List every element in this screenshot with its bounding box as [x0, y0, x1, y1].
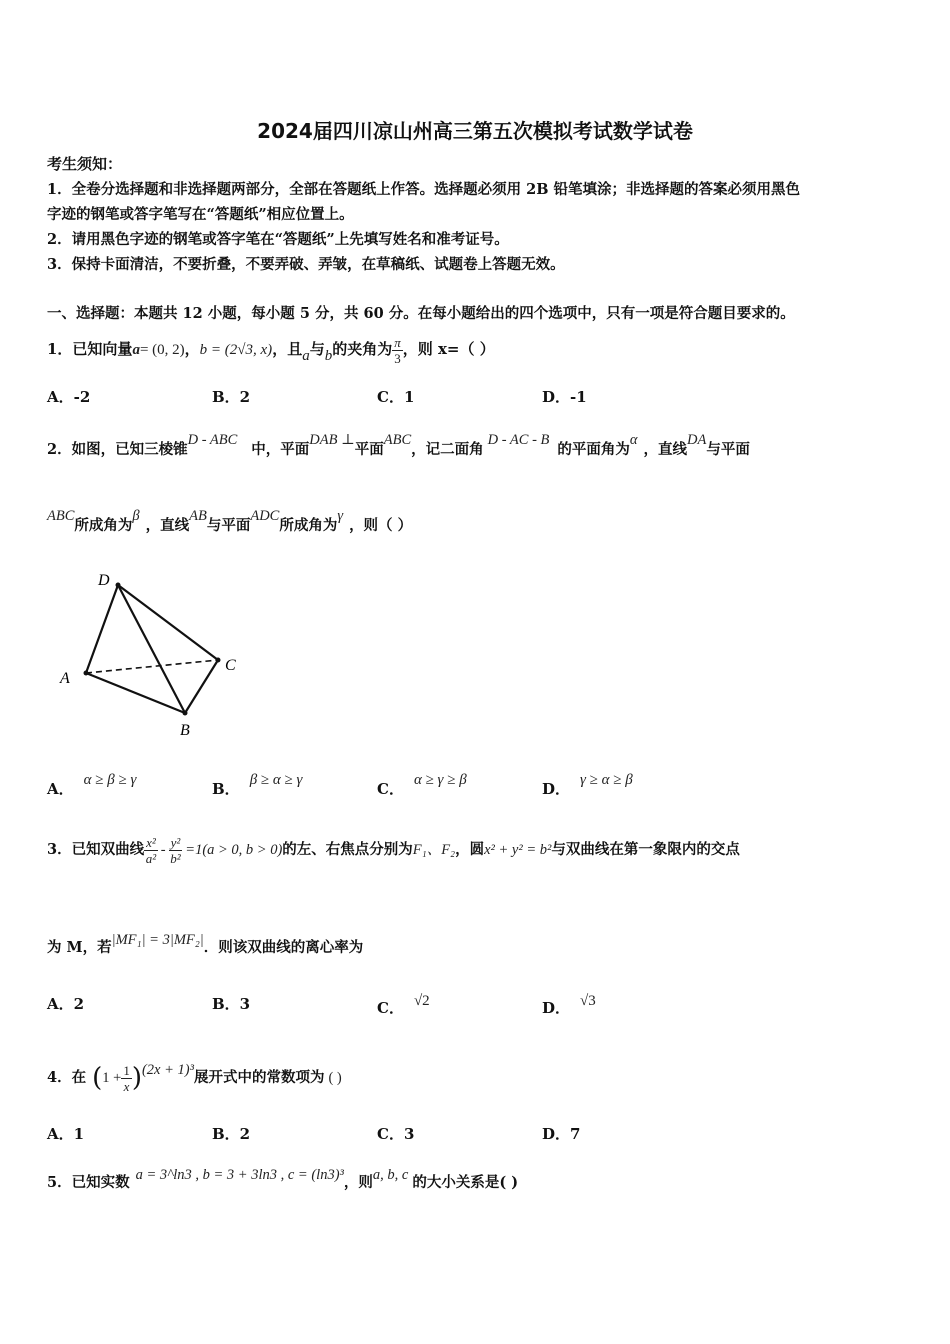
q3-y2: y² [170, 834, 181, 850]
edge-ac-hidden [86, 660, 218, 673]
q2-option-b-expr: β ≥ α ≥ γ [249, 772, 303, 788]
q2-option-a[interactable] [47, 760, 136, 809]
q5-text-2: ，则 [343, 1174, 373, 1191]
notice-heading: 考生须知： [47, 155, 123, 173]
page-title: 2024届四川凉山州高三第五次模拟考试数学试卷 [257, 119, 693, 143]
question-4: 4．在 (1 + $\frac{1}{x}$ )(2x + 1)³展开式中的常数项为 ( ) [47, 1062, 342, 1094]
q2-option-d-label: D． [542, 780, 571, 798]
label-c: C [225, 657, 236, 674]
q3-b2: b² [170, 850, 181, 866]
q3-text-2: 的左、右焦点分别为 [282, 841, 413, 858]
q5-text-3: 的大小关系是( ) [412, 1174, 519, 1191]
q4-numerator: 1 [123, 1062, 130, 1078]
q3-text-4: 与双曲线在第一象限内的交点 [551, 841, 740, 858]
q2-text-4: ，记二面角 [411, 441, 484, 458]
q2-text-1: 2．如图，已知三棱锥 [47, 441, 188, 458]
vertex-d [116, 583, 121, 588]
q2-plane-dab: DAB ⊥ [309, 432, 355, 448]
q3-option-d-expr: √3 [580, 993, 596, 1009]
q2-line-ab: AB [189, 508, 207, 524]
q2-alpha: α [629, 432, 638, 448]
label-b: B [180, 722, 190, 739]
notice-line-1b: 字迹的钢笔或答字笔写在“答题纸”相应位置上。 [47, 206, 354, 223]
q3-text-5: 为 M，若 [47, 939, 112, 956]
q1-vector-b-value: b = (2√3, x) [199, 342, 273, 358]
q1-var-a: a [302, 348, 310, 364]
q3-fraction-y [169, 836, 183, 865]
q4-one-plus: 1 + [102, 1070, 122, 1086]
q2-text-9: ，直线 [145, 517, 190, 534]
q3-distance-condition: |MF₁| = 3|MF₂| [111, 932, 204, 948]
q3-option-d[interactable] [542, 983, 596, 1026]
q2-text-2: 中，平面 [251, 441, 310, 458]
question-3-line-1 [47, 825, 740, 875]
q2-option-b-label: B． [212, 780, 240, 798]
q2-text-5: 的平面角为 [557, 441, 630, 458]
q3-option-c-expr: √2 [413, 993, 430, 1009]
q3-circle: x² + y² = b² [484, 842, 552, 858]
q1-angle-numerator: π [394, 334, 401, 350]
q2-text-8: 所成角为 [74, 517, 133, 534]
q3-text-1: 3．已知双曲线 [47, 841, 145, 858]
q2-option-a-label: A． [47, 780, 74, 798]
q4-text-1: 4．在 [47, 1069, 87, 1086]
q3-option-c-label: C． [377, 999, 404, 1017]
q1-text-6: ，则 x=（ ） [402, 340, 495, 358]
q2-option-c-label: C． [377, 780, 404, 798]
q2-text-6: ，直线 [643, 441, 688, 458]
q4-binomial: (2x + 1)³ [141, 1062, 194, 1078]
q1-text-1: 1．已知向量 [47, 340, 133, 358]
q3-option-a[interactable]: A．2 [47, 995, 85, 1013]
q2-pyramid-figure [50, 565, 260, 745]
q4-blank: ( ) [328, 1070, 342, 1086]
q5-variables: a, b, c [372, 1167, 409, 1183]
edge-dc [118, 585, 218, 660]
q2-option-c[interactable] [377, 760, 467, 809]
question-1 [47, 334, 495, 371]
q1-option-d[interactable]: D．-1 [542, 388, 587, 406]
q2-option-d[interactable] [542, 760, 633, 809]
q2-option-b[interactable] [212, 760, 302, 809]
q3-option-d-label: D． [542, 999, 571, 1017]
edge-db [118, 585, 185, 713]
vertex-a [84, 671, 89, 676]
q2-text-7: 与平面 [706, 441, 750, 458]
question-2-line-1 [47, 420, 750, 470]
edge-ab [86, 673, 185, 713]
q4-fraction [121, 1064, 132, 1093]
q4-option-d[interactable]: D．7 [542, 1125, 581, 1143]
q3-x2: x² [146, 834, 156, 850]
q1-text-3: ，且 [272, 340, 303, 358]
q2-text-10: 与平面 [206, 517, 251, 534]
q1-option-a[interactable]: A．-2 [47, 388, 91, 406]
q2-plane-abc-2: ABC [47, 508, 75, 524]
notice-line-3: 3．保持卡面清洁，不要折叠，不要弄破、弄皱，在草稿纸、试题卷上答题无效。 [47, 256, 565, 273]
q1-var-b: b [324, 348, 333, 364]
q3-condition: =1(a > 0, b > 0) [185, 842, 283, 858]
q4-denominator: x [123, 1078, 130, 1094]
q2-text-11: 所成角为 [279, 517, 338, 534]
q3-fraction-x [144, 836, 158, 865]
q2-pyramid: D - ABC [187, 432, 238, 448]
edge-cb [185, 660, 218, 713]
label-a: A [60, 670, 70, 687]
q3-text-3: ，圆 [455, 841, 485, 858]
q1-vector-a: a [132, 342, 140, 358]
q2-text-12: ，则（ ） [349, 517, 413, 534]
q3-option-b[interactable]: B．3 [212, 995, 251, 1013]
notice-line-2: 2．请用黑色字迹的钢笔或答字笔在“答题纸”上先填写姓名和准考证号。 [47, 231, 509, 248]
q3-a2: a² [145, 850, 157, 866]
q2-gamma: γ [337, 508, 344, 524]
q3-foci: F₁、F₂ [412, 842, 456, 858]
q3-minus: - [160, 842, 166, 858]
question-5 [47, 1155, 518, 1203]
q2-option-d-expr: γ ≥ α ≥ β [580, 772, 633, 788]
edge-da [86, 585, 118, 673]
q1-option-b[interactable]: B．2 [212, 388, 251, 406]
q1-text-5: 的夹角为 [332, 340, 393, 358]
q2-option-c-expr: α ≥ γ ≥ β [413, 772, 467, 788]
q4-text-2: 展开式中的常数项为 [193, 1069, 325, 1086]
q5-text-1: 5．已知实数 [47, 1174, 130, 1191]
question-2-line-2 [47, 496, 412, 546]
q3-option-c[interactable] [377, 983, 430, 1026]
q1-angle-denominator: 3 [394, 350, 401, 366]
label-d: D [98, 572, 110, 589]
q1-vector-a-value: = (0, 2) [139, 342, 185, 358]
q2-dihedral: D - AC - B [487, 432, 550, 448]
notice-line-1a: 1．全卷分选择题和非选择题两部分，全部在答题纸上作答。选择题必须用 2B 铅笔填涂；非选择题的答案必须用黑色 [47, 181, 801, 198]
vertex-c [216, 658, 221, 663]
q3-text-6: ．则该双曲线的离心率为 [203, 939, 364, 956]
q2-text-3: 平面 [354, 441, 384, 458]
q1-text-2: ， [184, 340, 200, 358]
q1-angle-fraction [392, 336, 403, 365]
q4-option-b[interactable]: B．2 [212, 1125, 251, 1143]
q4-option-c[interactable]: C．3 [377, 1125, 415, 1143]
q2-line-da: DA [687, 432, 707, 448]
q1-option-c[interactable]: C．1 [377, 388, 415, 406]
q2-option-a-expr: α ≥ β ≥ γ [83, 772, 137, 788]
question-3-line-2 [47, 925, 363, 963]
q5-expression: a = 3^ln3 , b = 3 + 3ln3 , c = (ln3)³ [135, 1167, 344, 1183]
q4-option-a[interactable]: A．1 [47, 1125, 85, 1143]
q1-text-4: 与 [309, 340, 325, 358]
q2-beta: β [132, 508, 140, 524]
q2-plane-abc: ABC [383, 432, 412, 448]
vertex-b [183, 711, 188, 716]
q2-plane-adc: ADC [250, 508, 280, 524]
section-choice-heading: 一、选择题：本题共 12 小题，每小题 5 分，共 60 分。在每小题给出的四个选项中，只有一项是符合题目要求的。 [47, 305, 795, 322]
